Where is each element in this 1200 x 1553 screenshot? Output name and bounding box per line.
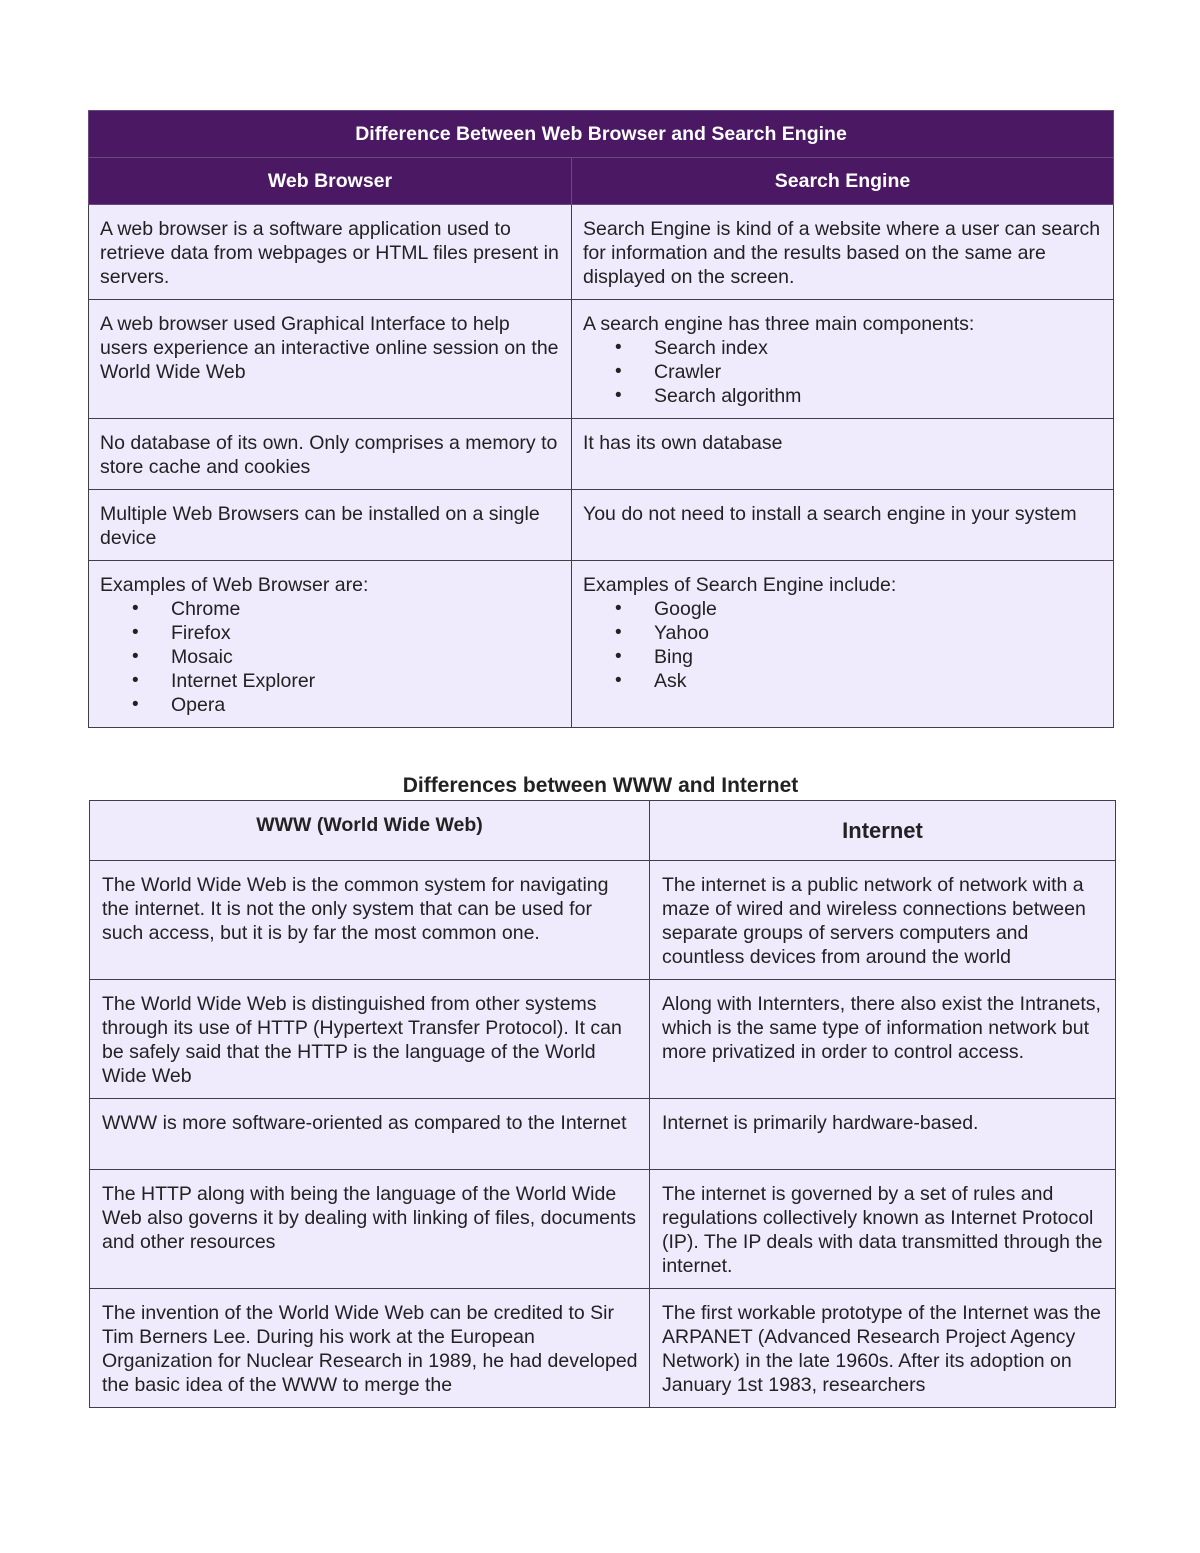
list-item: • Bing <box>654 645 1102 669</box>
table1-header-search-engine: Search Engine <box>572 158 1114 205</box>
table-row <box>90 1289 1116 1408</box>
table-row <box>90 861 1116 980</box>
list-item: • Google <box>654 597 1102 621</box>
table1-row2-right <box>572 300 1114 419</box>
table1-row5-right <box>572 561 1114 728</box>
table1-row3-right: It has its own database <box>572 419 1114 490</box>
table2-header-internet: Internet <box>650 801 1116 861</box>
browser-examples-intro: Examples of Web Browser are: <box>100 574 369 596</box>
www-vs-internet-title: Differences between WWW and Internet <box>402 774 799 797</box>
table2-row4-left: The HTTP along with being the language of the World Wide Web also governs it by dealing with linking of files, documents and other resources <box>90 1170 650 1289</box>
table2-row2-right: Along with Internters, there also exist the Intranets, which is the same type of information network but more privatized in order to control access. <box>650 980 1116 1099</box>
list-item: • Search index <box>654 336 1102 360</box>
browser-examples-list <box>100 597 560 717</box>
list-item: • Crawler <box>654 360 1102 384</box>
components-intro: A search engine has three main components: <box>583 313 975 335</box>
list-item: • Firefox <box>171 621 560 645</box>
table2-row1-right: The internet is a public network of network with a maze of wired and wireless connections between separate groups of servers computers and countless devices from around the world <box>650 861 1116 980</box>
table1-row1-left: A web browser is a software application used to retrieve data from webpages or HTML files present in servers. <box>89 205 572 300</box>
list-item: • Chrome <box>171 597 560 621</box>
table1-title: Difference Between Web Browser and Search Engine <box>89 111 1114 158</box>
table1-row3-left: No database of its own. Only comprises a memory to store cache and cookies <box>89 419 572 490</box>
table-row <box>89 490 1114 561</box>
components-list <box>583 336 1102 408</box>
table2-row5-right: The first workable prototype of the Internet was the ARPANET (Advanced Research Project Agency Network) in the late 1960s. After its adoption on January 1st 1983, researchers <box>650 1289 1116 1408</box>
list-item: • Internet Explorer <box>171 669 560 693</box>
table-row <box>90 1099 1116 1170</box>
table1-row4-left: Multiple Web Browsers can be installed on a single device <box>89 490 572 561</box>
table1-header-web-browser: Web Browser <box>89 158 572 205</box>
table2-row3-right: Internet is primarily hardware-based. <box>650 1099 1116 1170</box>
table1-row2-left: A web browser used Graphical Interface to help users experience an interactive online session on the World Wide Web <box>89 300 572 419</box>
table2-row4-right: The internet is governed by a set of rules and regulations collectively known as Internet Protocol (IP). The IP deals with data transmitted through the internet. <box>650 1170 1116 1289</box>
list-item: • Mosaic <box>171 645 560 669</box>
search-engine-examples-list <box>583 597 1102 693</box>
list-item: • Ask <box>654 669 1102 693</box>
table2-header-www: WWW (World Wide Web) <box>90 801 650 861</box>
table2-row5-left: The invention of the World Wide Web can be credited to Sir Tim Berners Lee. During his work at the European Organization for Nuclear Research in 1989, he had developed the basic idea of the WWW to merge the <box>90 1289 650 1408</box>
table-row <box>89 561 1114 728</box>
www-vs-internet-table <box>89 800 1116 1408</box>
list-item: • Search algorithm <box>654 384 1102 408</box>
table1-row5-left <box>89 561 572 728</box>
table2-row3-left: WWW is more software-oriented as compared to the Internet <box>90 1099 650 1170</box>
list-item: • Opera <box>171 693 560 717</box>
search-engine-examples-intro: Examples of Search Engine include: <box>583 574 897 596</box>
table-row <box>90 980 1116 1099</box>
table-row <box>89 419 1114 490</box>
table1-row4-right: You do not need to install a search engine in your system <box>572 490 1114 561</box>
table-row <box>90 1170 1116 1289</box>
browser-vs-search-engine-table <box>88 110 1114 728</box>
table-row <box>89 205 1114 300</box>
table1-row1-right: Search Engine is kind of a website where a user can search for information and the results based on the same are displayed on the screen. <box>572 205 1114 300</box>
table-row <box>89 300 1114 419</box>
list-item: • Yahoo <box>654 621 1102 645</box>
table2-row1-left: The World Wide Web is the common system for navigating the internet. It is not the only system that can be used for such access, but it is by far the most common one. <box>90 861 650 980</box>
table2-row2-left: The World Wide Web is distinguished from other systems through its use of HTTP (Hypertext Transfer Protocol). It can be safely said that the HTTP is the language of the World Wide Web <box>90 980 650 1099</box>
